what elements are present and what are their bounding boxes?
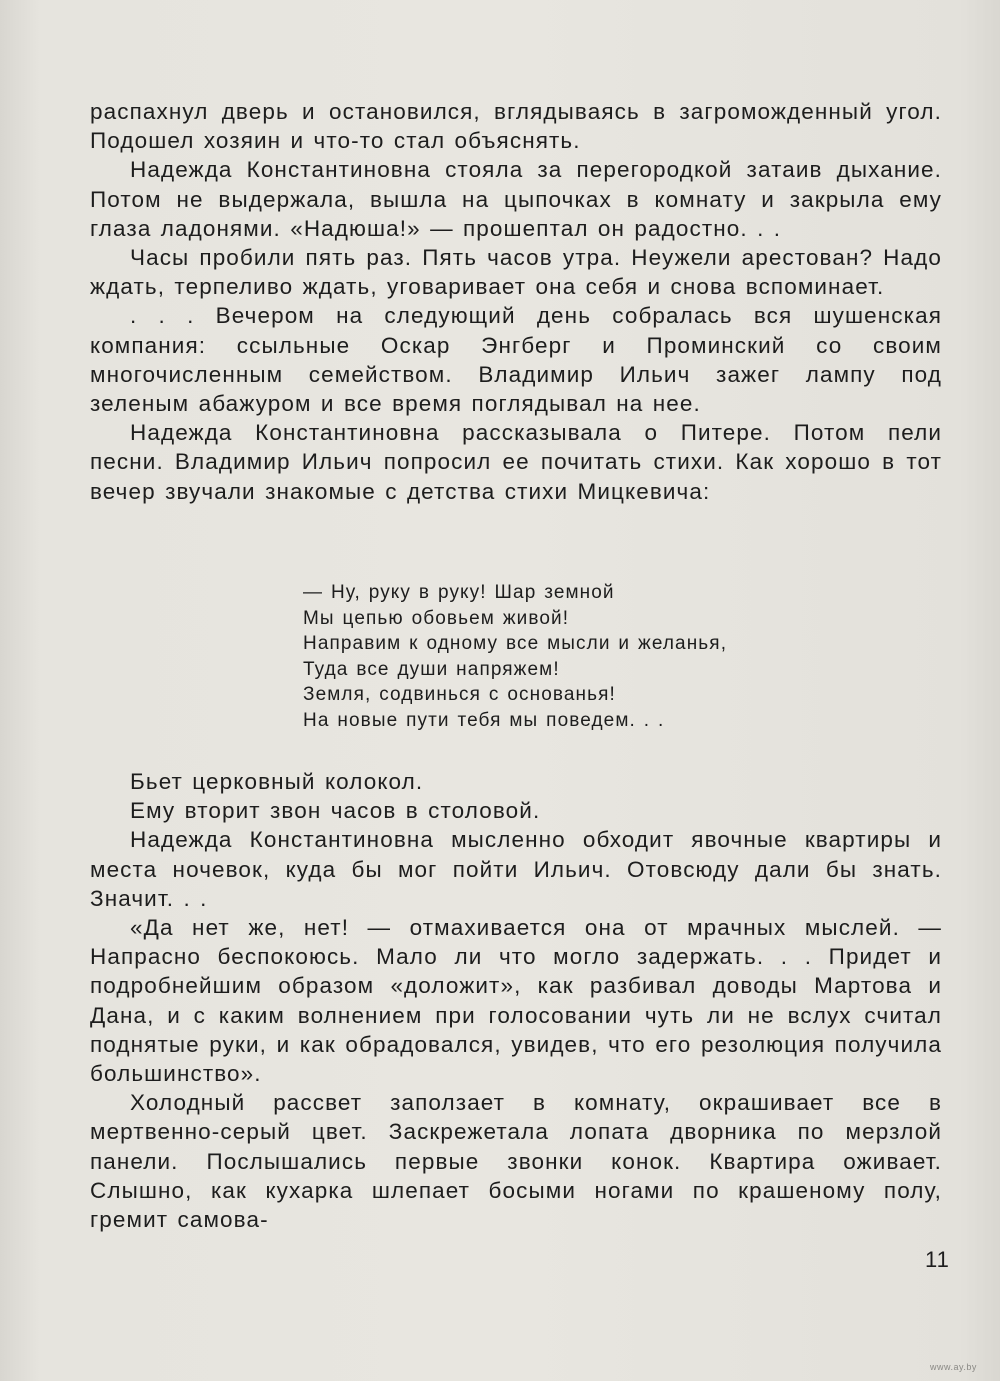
paragraph: распахнул дверь и остановился, вглядываясь в загроможденный угол. Подошел хозяин и что-то стал объяснять.: [90, 99, 942, 154]
paragraph: Ему вторит звон часов в столовой.: [130, 798, 541, 824]
paragraph: Надежда Константиновна мысленно обходит явочные квартиры и места ночевок, куда бы мог пойти Ильич. Отовсюду дали бы знать. Значит. . .: [90, 827, 942, 911]
poem-stanza: [303, 580, 727, 733]
poem-line: — Ну, руку в руку! Шар земной: [303, 582, 615, 603]
poem-line: Направим к одному все мысли и желанья,: [303, 633, 728, 654]
poem-line: На новые пути тебя мы поведем. . .: [303, 709, 665, 731]
paragraph: «Да нет же, нет! — отмахивается она от мрачных мыслей. — Напрасно беспокоюсь. Мало ли что могло задержать. . . Придет и подробнейшим образом «доложит», как разбивал доводы Мартова и Дана, и с каким волнением при голосовании чуть ли не вслух считал поднятые руки, и как обрадовался, увидев, что его резолюция получила большинство».: [90, 915, 942, 1087]
paragraph: Бьет церковный колокол.: [130, 769, 424, 794]
paragraph: Часы пробили пять раз. Пять часов утра. Неужели арестован? Надо ждать, терпеливо ждать, уговаривает она себя и снова вспоминает.: [90, 245, 942, 300]
paragraph: Холодный рассвет заползает в комнату, окрашивает все в мертвенно-серый цвет. Заскрежетала лопата дворника по мерзлой панели. Послышались первые звонки конок. Квартира оживает. Слышно, как кухарка шлепает босыми ногами по крашеному полу, гремит самова-: [90, 1090, 942, 1233]
page-number: 11: [925, 1247, 950, 1272]
paragraph: Надежда Константиновна рассказывала о Питере. Потом пели песни. Владимир Ильич попросил ее почитать стихи. Как хорошо в тот вечер звучали знакомые с детства стихи Мицкевича:: [90, 420, 942, 504]
text-block-bottom: [90, 767, 942, 1234]
paragraph: Надежда Константиновна стояла за перегородкой затаив дыхание. Потом не выдержала, вышла на цыпочках в комнату и закрыла ему глаза ладонями. «Надюша!» — прошептал он радостно. . .: [90, 157, 942, 241]
poem-line: Земля, содвинься с основанья!: [303, 684, 616, 705]
poem-line: Туда все души напряжем!: [303, 658, 560, 680]
text-block-top: [90, 97, 942, 506]
paragraph: . . . Вечером на следующий день собралась вся шушенская компания: ссыльные Оскар Энгберг и Проминский со своим многочисленным семейством. Владимир Ильич зажег лампу под зеленым абажуром и все время поглядывал на нее.: [90, 303, 942, 417]
watermark: www.ay.by: [930, 1362, 977, 1372]
poem-line: Мы цепью обовьем живой!: [303, 607, 570, 629]
